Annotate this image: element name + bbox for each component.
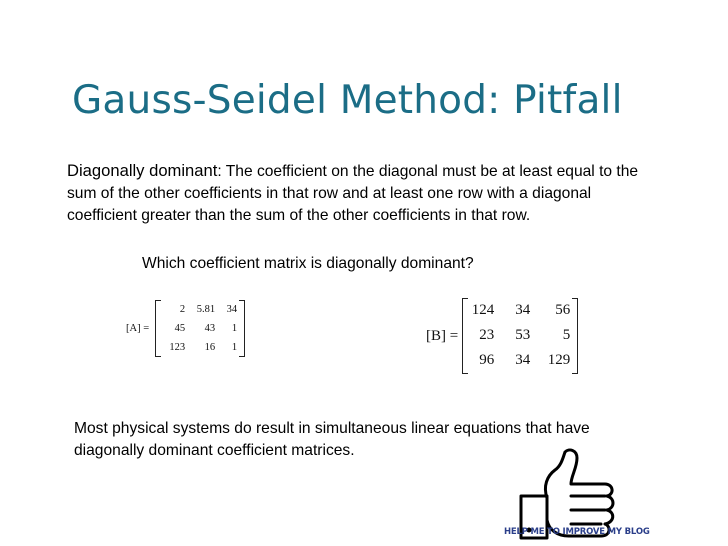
matrix-cell: 96 [479, 352, 495, 368]
matrix-cell: 45 [174, 323, 186, 334]
matrix-b-body [462, 298, 578, 374]
matrix-cell: 2 [179, 304, 186, 315]
matrix-cell: 34 [515, 352, 531, 368]
matrix-cell: 124 [471, 302, 495, 318]
matrix-b [426, 298, 578, 374]
blog-link-label[interactable]: HELP ME TO IMPROVE MY BLOG [504, 527, 650, 537]
question-text: Which coefficient matrix is diagonally dominant? [142, 255, 474, 272]
matrix-cell: 16 [204, 342, 216, 353]
matrix-cell: 5.81 [196, 304, 216, 315]
slide-title: Gauss-Seidel Method: Pitfall [72, 78, 623, 123]
matrix-a [126, 300, 245, 357]
matrix-cell: 43 [204, 323, 216, 334]
matrix-cell: 5 [562, 327, 571, 343]
matrix-cell: 56 [555, 302, 571, 318]
matrix-a-body [155, 300, 245, 357]
matrix-cell: 1 [231, 323, 238, 334]
definition-term: Diagonally dominant [67, 161, 218, 180]
matrix-b-label: [B] = [426, 327, 459, 344]
matrix-cell: 129 [547, 352, 571, 368]
footer-text: Most physical systems do result in simultaneous linear equations that have diagonally dominant coefficient matrices. [74, 420, 590, 459]
matrix-cell: 23 [479, 327, 495, 343]
matrix-a-label: [A] = [126, 323, 150, 334]
matrix-cell: 34 [515, 302, 531, 318]
matrix-cell: 53 [515, 327, 531, 343]
matrix-cell: 1 [231, 342, 238, 353]
definition-text: : The coefficient on the diagonal must be at least equal to the sum of the other coefficients in that row and at least one row with a diagonal coefficient greater than the sum of the other coefficients in that row. [67, 163, 639, 224]
matrix-cell: 123 [169, 342, 186, 353]
definition-paragraph [67, 160, 662, 227]
matrix-cell: 34 [226, 304, 238, 315]
